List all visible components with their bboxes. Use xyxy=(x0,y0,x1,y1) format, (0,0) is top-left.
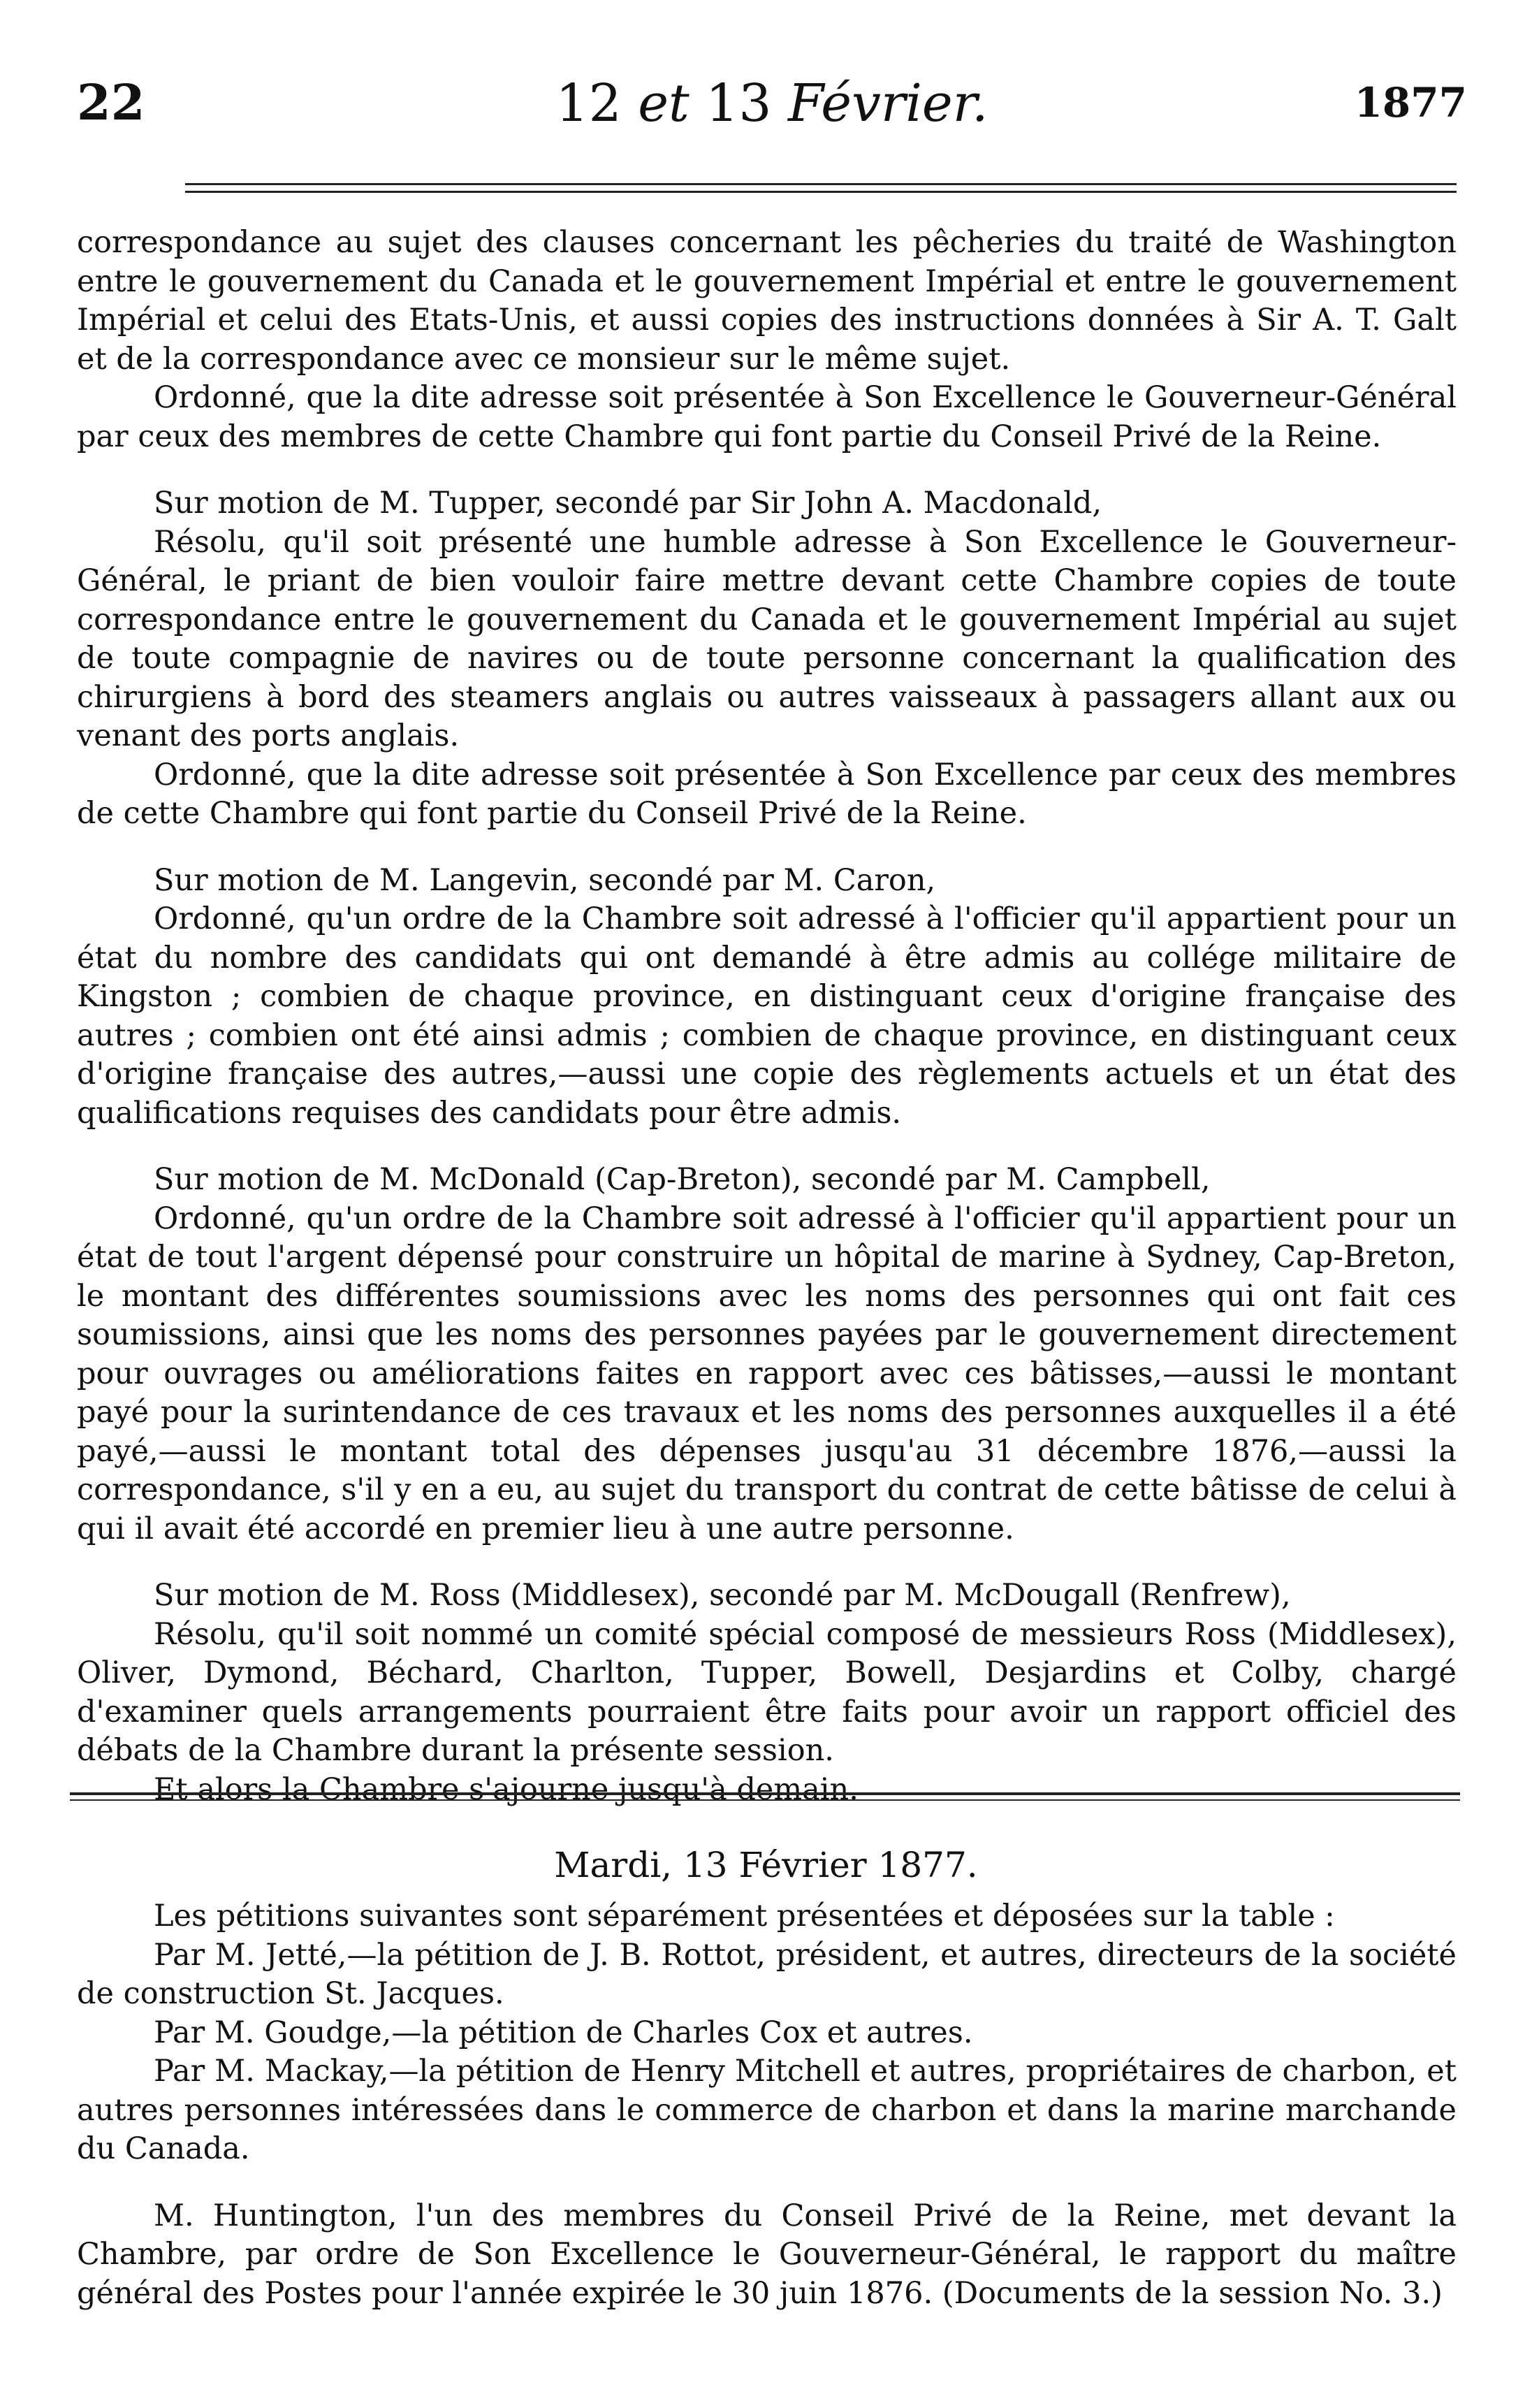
title-day-2: 13 xyxy=(706,73,772,133)
title-month: Février. xyxy=(787,73,988,133)
paragraph: Les pétitions suivantes sont séparément présentées et déposées sur la table : xyxy=(154,1899,1335,1934)
paragraph: Ordonné, que la dite adresse soit présentée à Son Excellence par ceux des membres de cette Chambre qui font partie du Conseil Privé de la Reine. xyxy=(77,757,1457,831)
page-title xyxy=(77,73,1467,133)
petition-line: Par M. Jetté,—la pétition de J. B. Rottot, président, et autres, directeurs de la société de construction St. Jacques. xyxy=(77,1937,1457,2011)
paragraph: Ordonné, qu'un ordre de la Chambre soit adressé à l'officier qu'il appartient pour un état du nombre des candidats qui ont demandé à être admis au collége militaire de Kingston ; combien de chaque province, en distinguant ceux d'origine française des autres ; combien ont été ainsi admis ; combien de chaque province, en distinguant ceux d'origine française des autres,—aussi une copie des règlements actuels et un état des qualifications requises des candidats pour être admis. xyxy=(77,901,1457,1131)
motion-line: Sur motion de M. McDonald (Cap-Breton), secondé par M. Campbell, xyxy=(154,1162,1211,1197)
adjournment-line: Et alors la Chambre s'ajourne jusqu'à demain. xyxy=(154,1771,859,1807)
title-et: et xyxy=(638,73,690,133)
petition-line: Par M. Goudge,—la pétition de Charles Cox et autres. xyxy=(154,2015,973,2050)
paragraph: correspondance au sujet des clauses concernant les pêcheries du traité de Washington entre le gouvernement du Canada et le gouvernement Impérial et entre le gouvernement Impérial et celui des Etats-Unis, et aussi copies des instructions données à Sir A. T. Galt et de la correspondance avec ce monsieur sur le même sujet. xyxy=(77,225,1457,377)
petition-line: Par M. Mackay,—la pétition de Henry Mitchell et autres, propriétaires de charbon, et autres personnes intéressées dans le commerce de charbon et dans la marine marchande du Canada. xyxy=(77,2054,1457,2166)
paragraph: Ordonné, que la dite adresse soit présentée à Son Excellence le Gouverneur-Général par ceux des membres de cette Chambre qui font partie du Conseil Privé de la Reine. xyxy=(77,380,1457,454)
paragraph: Résolu, qu'il soit nommé un comité spécial composé de messieurs Ross (Middlesex), Oliver, Dymond, Béchard, Charlton, Tupper, Bowell, Desjardins et Colby, chargé d'examiner quels arrangements pourraient être faits pour avoir un rapport officiel des débats de la Chambre durant la présente session. xyxy=(77,1616,1457,1768)
motion-line: Sur motion de M. Tupper, secondé par Sir John A. Macdonald, xyxy=(154,486,1102,521)
proceedings-section-2 xyxy=(77,1897,1457,2313)
header-rule xyxy=(185,183,1457,193)
page-year: 1877 xyxy=(1354,79,1467,126)
date-heading: Mardi, 13 Février 1877. xyxy=(554,1845,978,1885)
page-header xyxy=(77,73,1467,143)
motion-line: Sur motion de M. Langevin, secondé par M. Caron, xyxy=(154,862,936,898)
paragraph: M. Huntington, l'un des membres du Conseil Privé de la Reine, met devant la Chambre, par ordre de Son Excellence le Gouverneur-Général, le rapport du maître général des Postes pour l'année expirée le 30 juin 1876. (Documents de la session No. 3.) xyxy=(77,2198,1457,2311)
motion-line: Sur motion de M. Ross (Middlesex), secondé par M. McDougall (Renfrew), xyxy=(154,1578,1291,1613)
title-day-1: 12 xyxy=(555,73,622,133)
proceedings-section-1 xyxy=(77,224,1457,1809)
section-rule xyxy=(70,1792,1460,1801)
paragraph: Ordonné, qu'un ordre de la Chambre soit adressé à l'officier qu'il appartient pour un état de tout l'argent dépensé pour construire un hôpital de marine à Sydney, Cap-Breton, le montant des différentes soumissions avec les noms des personnes qui ont fait ces soumissions, ainsi que les noms des personnes payées par le gouvernement directement pour ouvrages ou améliorations faites en rapport avec ces bâtisses,—aussi le montant payé pour la surintendance de ces travaux et les noms des personnes auxquelles il a été payé,—aussi le montant total des dépenses jusqu'au 31 décembre 1876,—aussi la correspondance, s'il y en a eu, au sujet du transport du contrat de cette bâtisse de celui à qui il avait été accordé en premier lieu à une autre personne. xyxy=(77,1201,1457,1546)
page-number: 22 xyxy=(77,73,145,131)
paragraph: Résolu, qu'il soit présenté une humble adresse à Son Excellence le Gouverneur-Général, le priant de bien vouloir faire mettre devant cette Chambre copies de toute correspondance entre le gouvernement du Canada et le gouvernement Impérial au sujet de toute compagnie de navires ou de toute personne concernant la qualification des chirurgiens à bord des steamers anglais ou autres vaisseaux à passagers allant aux ou venant des ports anglais. xyxy=(77,524,1457,753)
